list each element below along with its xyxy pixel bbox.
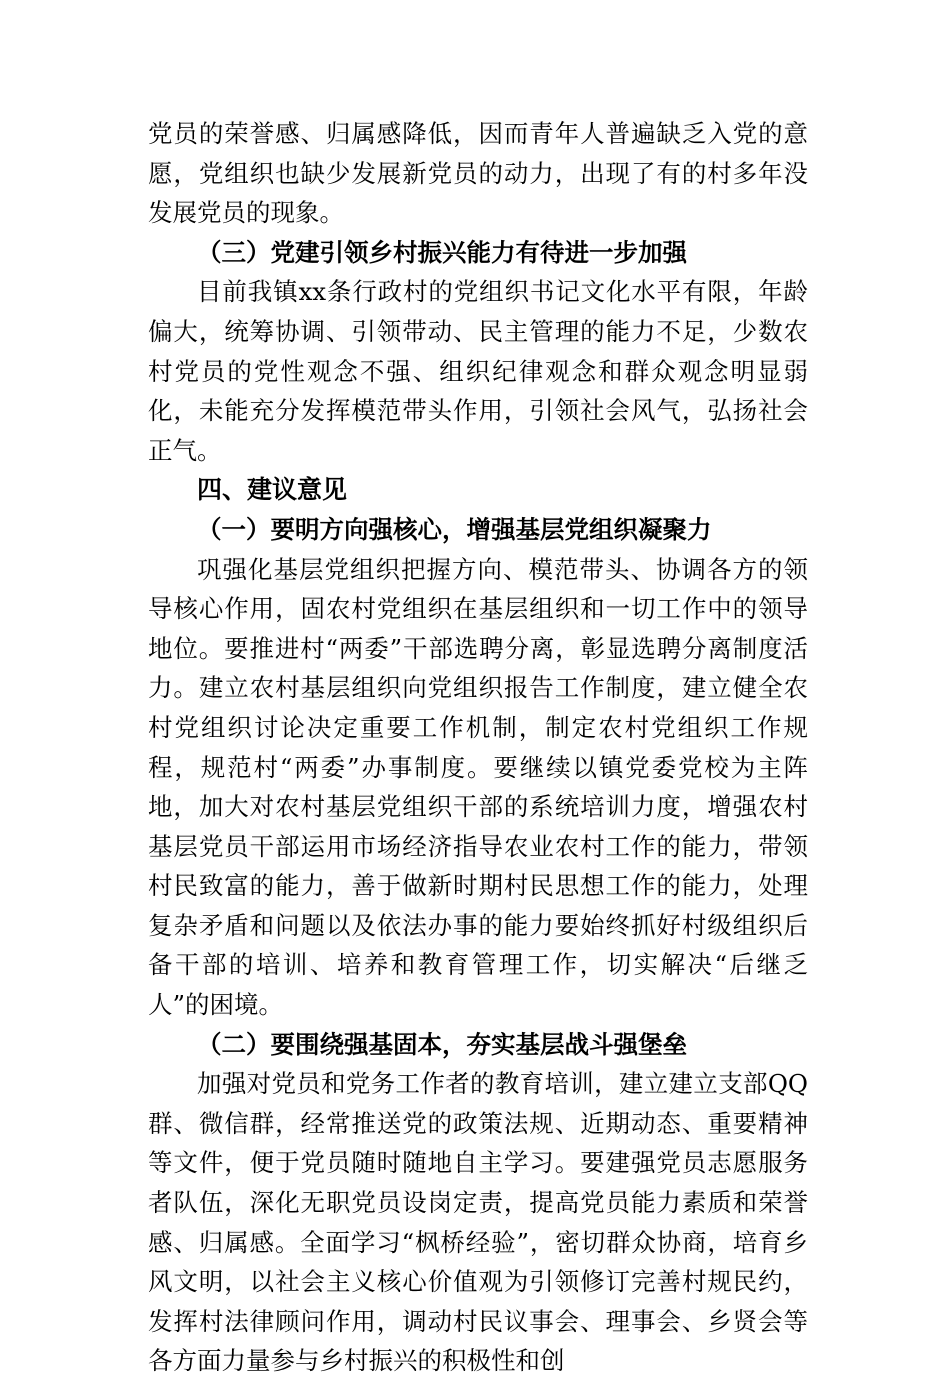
body-paragraph-continued: 党员的荣誉感、归属感降低，因而青年人普遍缺乏入党的意愿，党组织也缺少发展新党员的动力，出现了有的村多年没发展党员的现象。 — [148, 119, 808, 228]
body-paragraph: 巩强化基层党组织把握方向、模范带头、协调各方的领导核心作用，固农村党组织在基层组织和一切工作中的领导地位。要推进村“两委”干部选聘分离，彰显选聘分离制度活力。建立农村基层组织向党组织报告工作制度，建立健全农村党组织讨论决定重要工作机制，制定农村党组织工作规程，规范村“两委”办事制度。要继续以镇党委党校为主阵地，加大对农村基层党组织干部的系统培训力度，增强农村基层党员干部运用市场经济指导农业农村工作的能力，带领村民致富的能力，善于做新时期村民思想工作的能力，处理复杂矛盾和问题以及依法办事的能力要始终抓好村级组织后备干部的培训、培养和教育管理工作，切实解决“后继乏人”的困境。 — [148, 554, 808, 1020]
body-paragraph: 目前我镇xx条行政村的党组织书记文化水平有限，年龄偏大，统筹协调、引领带动、民主管理的能力不足，少数农村党员的党性观念不强、组织纪律观念和群众观念明显弱化，未能充分发挥模范带头作用，引领社会风气，弘扬社会正气。 — [148, 277, 808, 465]
subheading-three: （三）党建引领乡村振兴能力有待进一步加强 — [197, 237, 687, 267]
document-page — [148, 114, 808, 1381]
subheading-one: （一）要明方向强核心，增强基层党组织凝聚力 — [197, 514, 712, 544]
section-heading-four: 四、建议意见 — [197, 475, 348, 505]
body-paragraph: 加强对党员和党务工作者的教育培训，建立建立支部QQ群、微信群，经常推送党的政策法规、近期动态、重要精神等文件，便于党员随时随地自主学习。要建强党员志愿服务者队伍，深化无职党员设岗定责，提高党员能力素质和荣誉感、归属感。全面学习“枫桥经验”，密切群众协商，培育乡风文明，以社会主义核心价值观为引领修订完善村规民约，发挥村法律顾问作用，调动村民议事会、理事会、乡贤会等各方面力量参与乡村振兴的积极性和创 — [148, 1069, 808, 1376]
subheading-two: （二）要围绕强基固本，夯实基层战斗强堡垒 — [197, 1029, 687, 1059]
